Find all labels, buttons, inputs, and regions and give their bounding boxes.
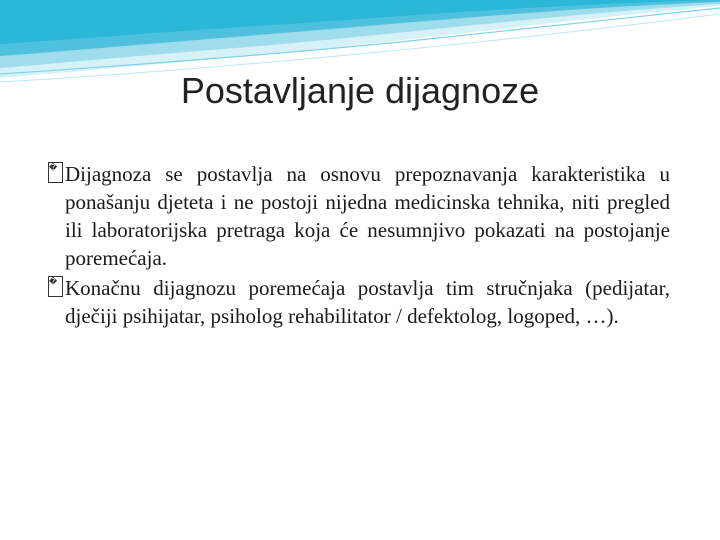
bullet-paragraph-1 — [48, 160, 670, 272]
missing-glyph-icon: � — [48, 276, 63, 304]
paragraph-text: Dijagnoza se postavlja na osnovu prepoznavanja karakteristika u ponašanju djeteta i ne postoji nijedna medicinska tehnika, niti pregled ili laboratorijska pretraga koja će nesumnjivo pokazati na postojanje poremećaja. — [65, 162, 670, 270]
slide-title: Postavljanje dijagnoze — [180, 70, 540, 111]
slide-body — [48, 160, 670, 332]
bullet-paragraph-2 — [48, 274, 670, 330]
paragraph-text: Konačnu dijagnozu poremećaja postavlja tim stručnjaka (pedijatar, dječiji psihijatar, psiholog rehabilitator / defektolog, logoped, …). — [65, 276, 670, 328]
missing-glyph-icon: � — [48, 162, 63, 190]
